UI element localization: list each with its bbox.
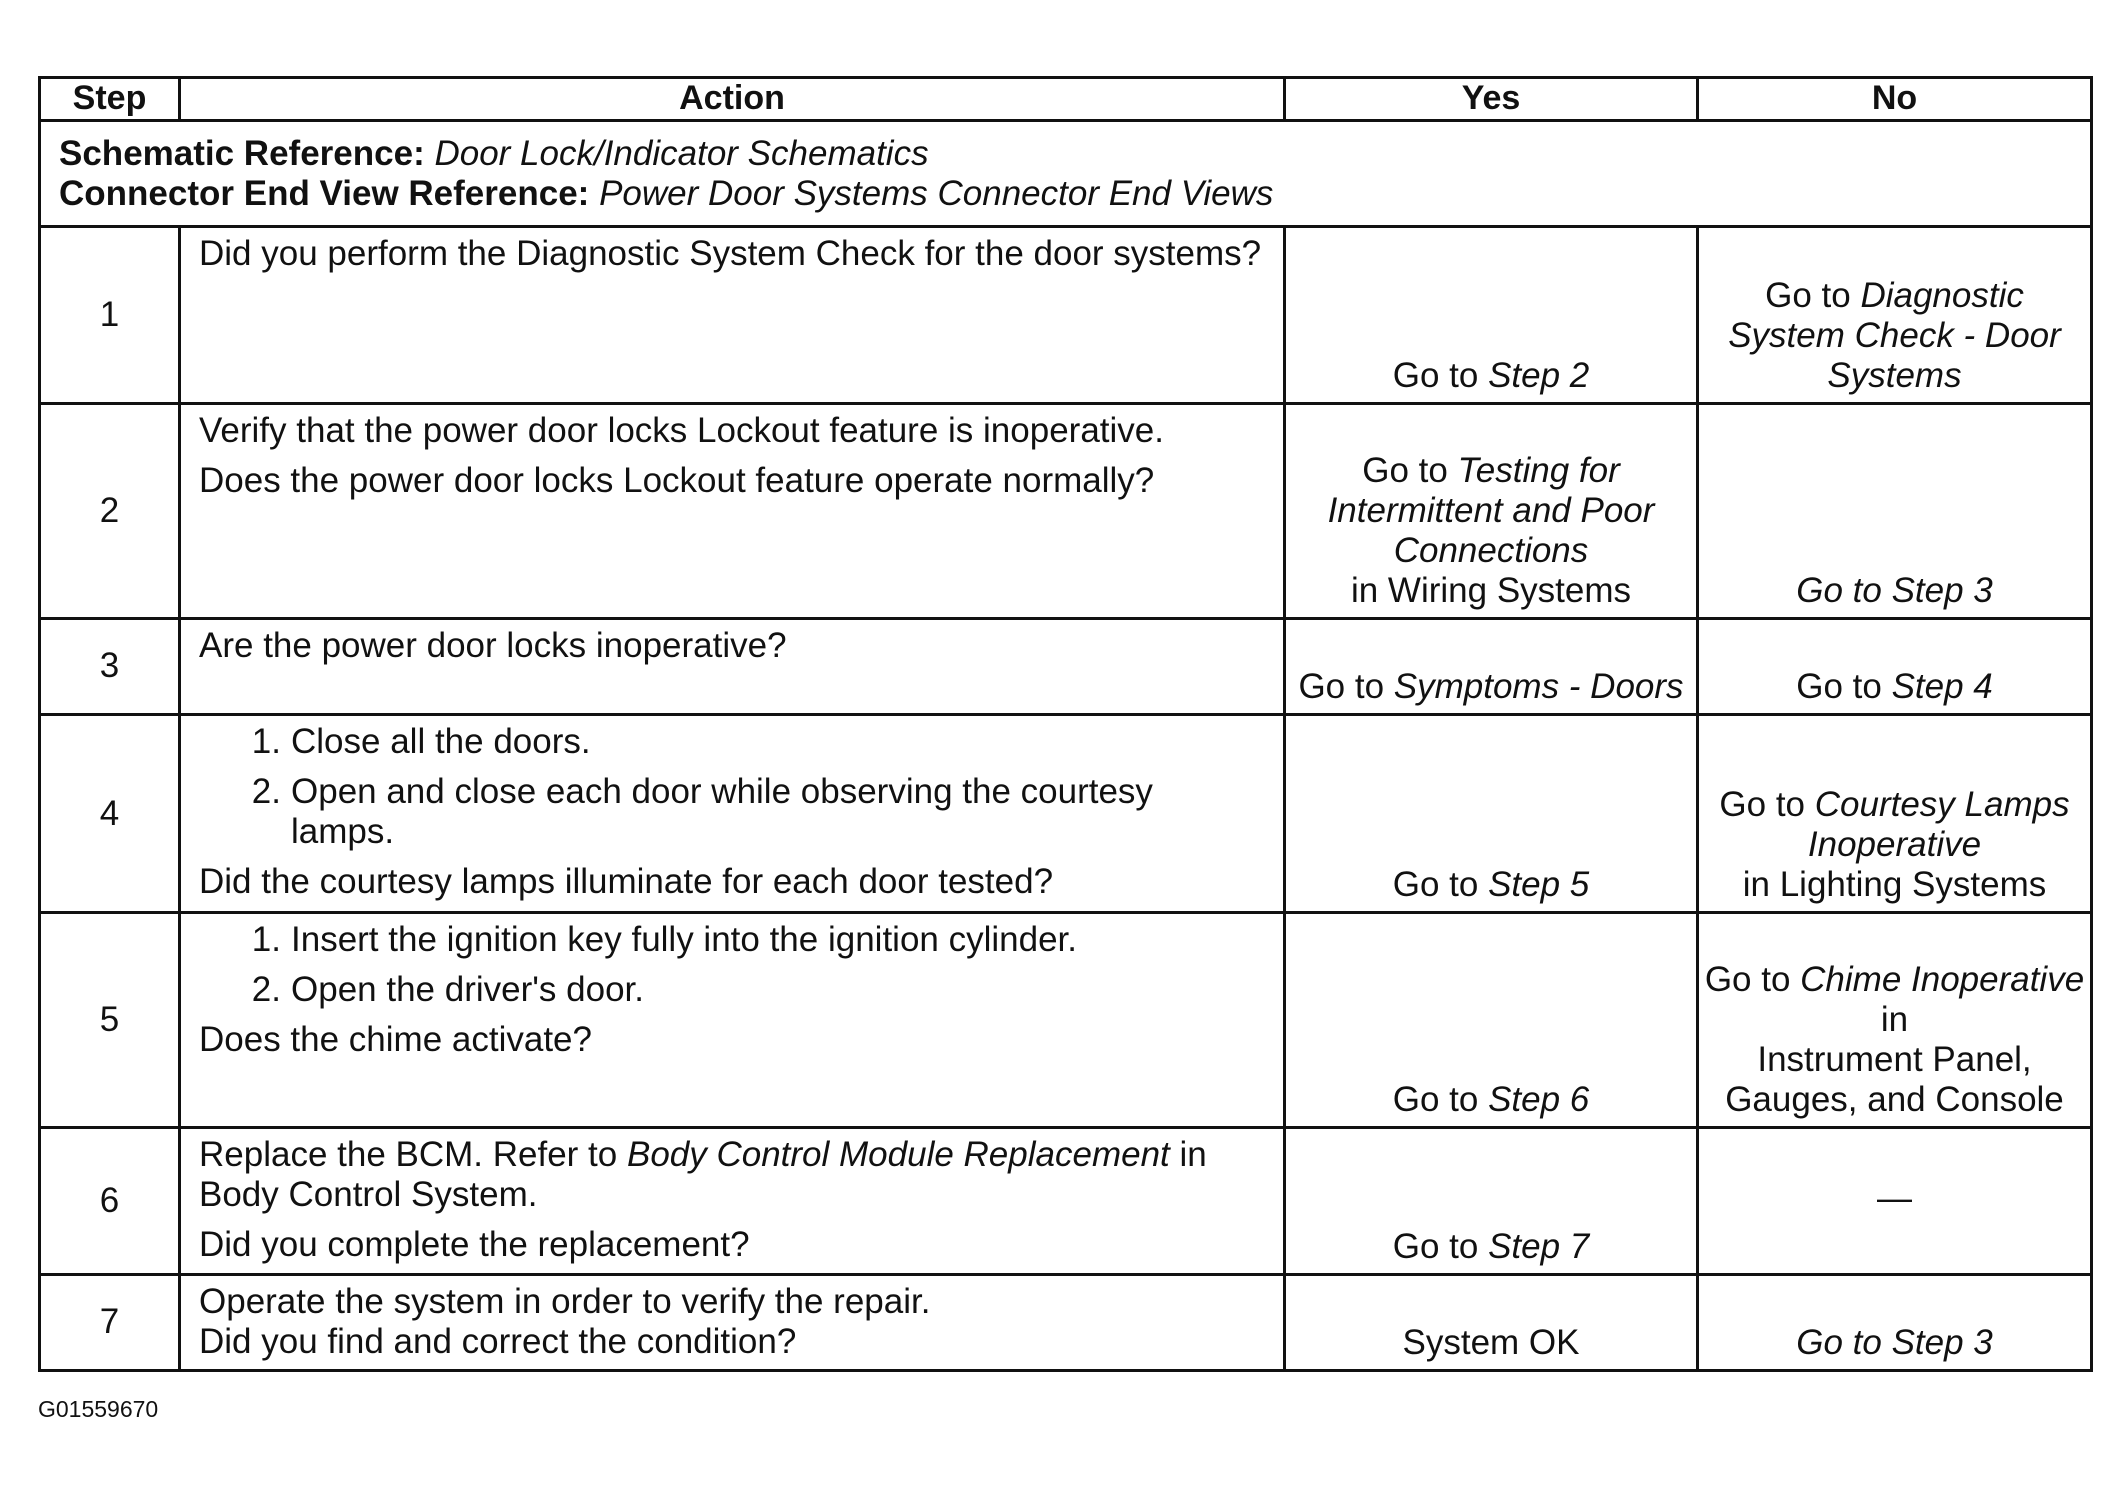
header-row [40, 78, 2092, 121]
action-link[interactable]: Body Control Module Replacement [626, 1135, 1170, 1175]
no-link[interactable]: Courtesy Lamps Inoperative [1807, 785, 2070, 865]
action-cell [180, 714, 1285, 913]
table-row [40, 714, 2092, 913]
schematic-reference [59, 134, 2072, 174]
action-cell [180, 227, 1285, 404]
step-number: 7 [40, 1274, 180, 1370]
no-prefix: Go to [1796, 570, 1892, 610]
table-row [40, 913, 2092, 1128]
list-item: 1. Close all the doors. [251, 721, 591, 761]
yes-prefix: Go to [1392, 865, 1489, 905]
yes-prefix: Go to [1392, 1226, 1489, 1266]
header-yes: Yes [1285, 78, 1698, 121]
yes-prefix: Go to [1392, 355, 1489, 395]
action-cell [180, 1274, 1285, 1370]
no-prefix: Go to [1719, 785, 1815, 825]
no-cell [1698, 403, 2092, 618]
table-row [40, 1128, 2092, 1274]
step-number: 4 [40, 714, 180, 913]
no-cell [1698, 227, 2092, 404]
no-link[interactable]: Step 3 [1891, 1323, 1993, 1362]
yes-prefix: Go to [1298, 666, 1394, 706]
no-link[interactable]: Step 4 [1891, 666, 1993, 706]
list-item: 2. Open the driver's door. [251, 970, 644, 1010]
action-cell [180, 913, 1285, 1128]
no-suffix: in [1880, 1000, 1909, 1040]
diagnostic-table [38, 76, 2093, 1372]
no-cell [1698, 1274, 2092, 1370]
header-step: Step [40, 78, 180, 121]
no-cell [1698, 913, 2092, 1128]
action-text: Verify that the power door locks Lockout feature is inoperative. [199, 410, 1164, 450]
yes-cell [1285, 714, 1698, 913]
action-question: Did you complete the replacement? [199, 1225, 750, 1265]
yes-cell [1285, 913, 1698, 1128]
header-no: No [1698, 78, 2092, 121]
step-number: 3 [40, 618, 180, 714]
reference-row [40, 121, 2092, 227]
step-number: 2 [40, 403, 180, 618]
action-cell [180, 403, 1285, 618]
yes-link[interactable]: Step 5 [1488, 865, 1590, 905]
action-text: Operate the system in order to verify the repair. [199, 1281, 931, 1321]
table-row [40, 1274, 2092, 1370]
table-row [40, 227, 2092, 404]
no-cell [1698, 618, 2092, 714]
action-text: Replace the BCM. Refer to Body Control Module Replacement in Body Control System. [199, 1135, 1207, 1215]
no-cell: — [1698, 1128, 2092, 1274]
action-question: Did you find and correct the condition? [199, 1321, 797, 1361]
action-question: Does the power door locks Lockout feature operate normally? [199, 460, 1155, 500]
yes-prefix: Go to [1362, 450, 1458, 490]
figure-id: G01559670 [38, 1396, 159, 1422]
reference-cell [40, 121, 2092, 227]
no-prefix: Go to [1765, 275, 1861, 315]
no-suffix: in Lighting Systems [1742, 865, 2047, 905]
no-prefix: Go to [1704, 960, 1801, 1000]
yes-cell [1285, 618, 1698, 714]
yes-link[interactable]: Step 2 [1488, 355, 1590, 395]
no-link[interactable]: Chime Inoperative [1800, 960, 2085, 1000]
yes-prefix: Go to [1392, 1080, 1489, 1120]
table-row [40, 618, 2092, 714]
yes-cell: System OK [1285, 1274, 1698, 1370]
connector-reference-link[interactable]: Power Door Systems Connector End Views [599, 173, 1274, 213]
action-cell [180, 618, 1285, 714]
no-suffix-2: Instrument Panel, Gauges, and Console [1725, 1040, 2064, 1120]
yes-cell [1285, 403, 1698, 618]
header-action: Action [180, 78, 1285, 121]
no-prefix: Go to [1796, 1323, 1892, 1362]
action-cell [180, 1128, 1285, 1274]
no-link[interactable]: Step 3 [1891, 570, 1993, 610]
table-row [40, 403, 2092, 618]
yes-link[interactable]: Step 6 [1488, 1080, 1590, 1120]
list-item: 2. Open and close each door while observing the courtesy lamps. [251, 771, 1153, 851]
no-link[interactable]: Diagnostic System Check - Door Systems [1728, 275, 2061, 395]
yes-link[interactable]: Symptoms - Doors [1393, 666, 1684, 706]
yes-suffix: in Wiring Systems [1350, 570, 1632, 610]
yes-cell [1285, 227, 1698, 404]
no-cell [1698, 714, 2092, 913]
yes-link[interactable]: Step 7 [1488, 1226, 1590, 1266]
action-text: Are the power door locks inoperative? [199, 625, 787, 665]
action-question: Does the chime activate? [199, 1020, 592, 1060]
schematic-reference-link[interactable]: Door Lock/Indicator Schematics [434, 133, 929, 173]
connector-reference-label: Connector End View Reference: [59, 173, 590, 213]
action-question: Did the courtesy lamps illuminate for each door tested? [199, 861, 1054, 901]
step-number: 6 [40, 1128, 180, 1274]
list-item: 1. Insert the ignition key fully into the ignition cylinder. [251, 920, 1077, 960]
yes-link[interactable]: Testing for Intermittent and Poor Connections [1327, 450, 1655, 570]
connector-reference [59, 174, 2072, 214]
step-number: 5 [40, 913, 180, 1128]
action-text: Did you perform the Diagnostic System Check for the door systems? [199, 234, 1262, 274]
schematic-reference-label: Schematic Reference: [59, 133, 425, 173]
yes-cell [1285, 1128, 1698, 1274]
no-prefix: Go to [1796, 666, 1892, 706]
step-number: 1 [40, 227, 180, 404]
